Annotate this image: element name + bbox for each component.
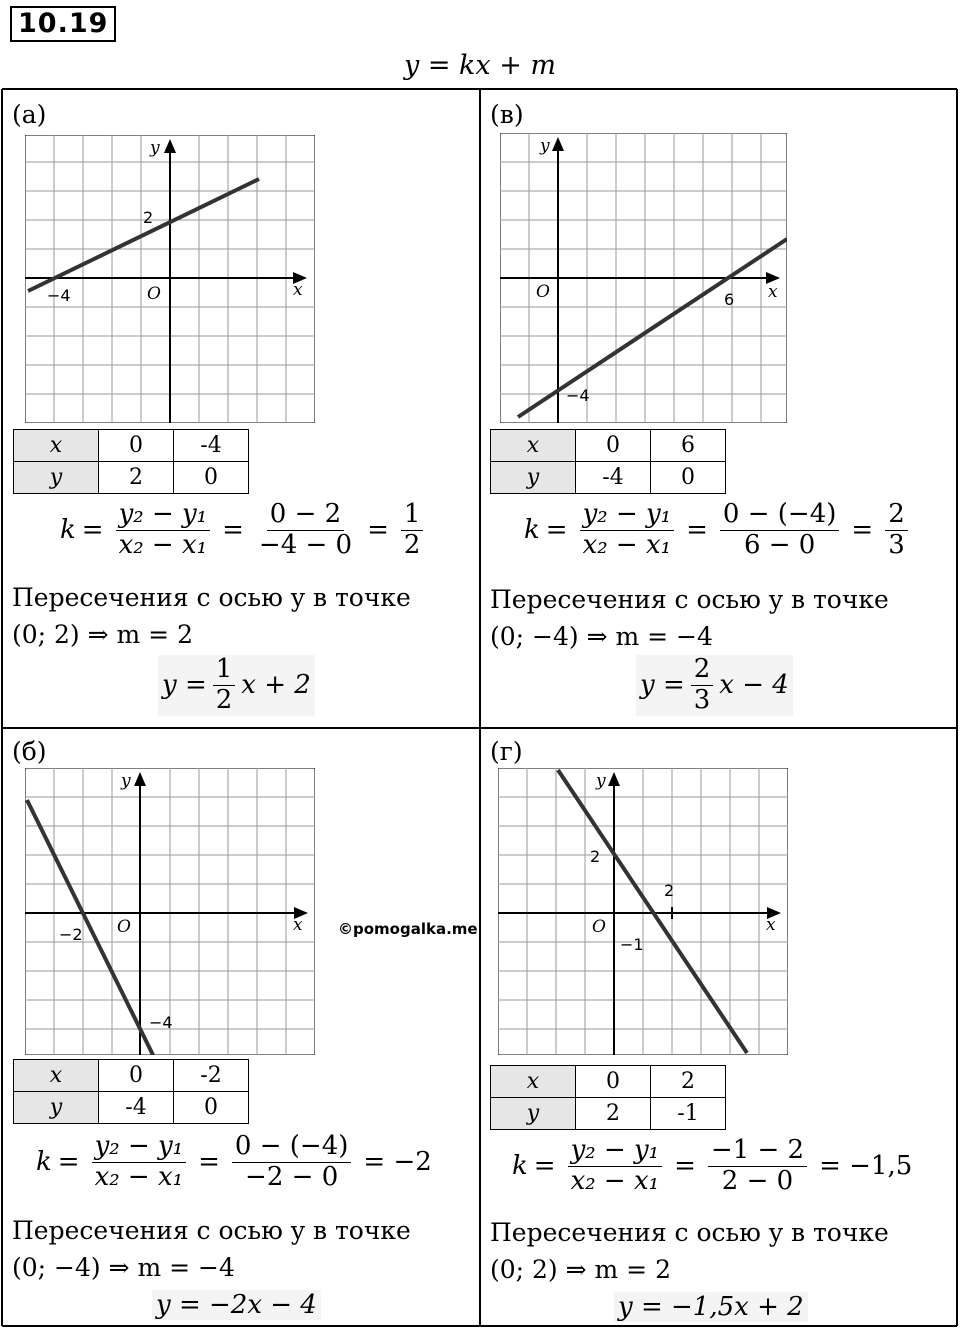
panel-v-result-equation: y = $\frac{2}{3}$ x − 4 bbox=[636, 655, 793, 716]
panel-a-y-axis-label: y bbox=[150, 138, 160, 158]
panel-a-result-equation: y = $\frac{1}{2}$ x + 2 bbox=[158, 655, 315, 716]
panel-b-tick-minus4: −4 bbox=[149, 1013, 173, 1032]
panel-b-y-axis-label: y bbox=[121, 771, 131, 791]
panel-b-origin-label: O bbox=[117, 917, 131, 937]
panel-a-tick-2: 2 bbox=[143, 208, 154, 227]
panel-g-tick-minus1: −1 bbox=[620, 935, 644, 954]
panel-a-k-formula: k = $\frac{\text{y₂ − y₁}}{\text{x₂ − x₁}}$ = $\frac{0 - 2}{-4 - 0}$ = $\frac{1}{2}$ bbox=[60, 500, 429, 561]
panel-b-k-formula: k = $\frac{\text{y₂ − y₁}}{\text{x₂ − x₁}}$ = $\frac{0 - (-4)}{-2 - 0}$ = −2 bbox=[36, 1131, 432, 1192]
table-cell: -4 bbox=[174, 430, 249, 462]
panel-a-intersection-text: Пересечения с осью y в точке bbox=[12, 583, 411, 612]
panel-g-label: (г) bbox=[490, 737, 523, 766]
panel-v-tick-minus4: −4 bbox=[566, 386, 590, 405]
panel-g-origin-label: O bbox=[592, 917, 606, 937]
panel-v-k-formula: k = $\frac{\text{y₂ − y₁}}{\text{x₂ − x₁}}$ = $\frac{0 - (-4)}{6 - 0}$ = $\frac{2}{3}$ bbox=[524, 500, 914, 561]
panel-a-x-axis-label: x bbox=[293, 280, 303, 300]
panel-b-intersection-text: Пересечения с осью y в точке bbox=[12, 1216, 411, 1245]
table-y-header: y bbox=[14, 1092, 99, 1124]
panel-g-value-table bbox=[490, 1065, 726, 1130]
table-cell: 0 bbox=[576, 1066, 651, 1098]
panel-v-graph bbox=[500, 133, 787, 423]
table-cell: 0 bbox=[99, 430, 174, 462]
panel-g-tick-y2: 2 bbox=[590, 847, 601, 866]
table-x-header: x bbox=[491, 1066, 576, 1098]
panel-v-m-value: (0; −4) ⇒ m = −4 bbox=[490, 622, 713, 651]
panel-b-label: (б) bbox=[12, 737, 47, 766]
table-x-header: x bbox=[14, 1060, 99, 1092]
panel-b-x-axis-label: x bbox=[293, 915, 303, 935]
panel-g-tick-x2: 2 bbox=[664, 881, 675, 900]
table-cell: 0 bbox=[174, 1092, 249, 1124]
problem-number: 10.19 bbox=[10, 6, 116, 42]
panel-g-intersection-text: Пересечения с осью y в точке bbox=[490, 1218, 889, 1247]
table-cell: -4 bbox=[576, 462, 651, 494]
panel-v-value-table bbox=[490, 429, 726, 494]
table-y-header: y bbox=[491, 1098, 576, 1130]
panel-g-y-axis-label: y bbox=[596, 771, 606, 791]
table-cell: 2 bbox=[651, 1066, 726, 1098]
table-cell: 2 bbox=[576, 1098, 651, 1130]
panel-v-label: (в) bbox=[490, 100, 524, 129]
panel-v-tick-6: 6 bbox=[724, 290, 735, 309]
panel-g-x-axis-label: x bbox=[766, 915, 776, 935]
table-x-header: x bbox=[491, 430, 576, 462]
table-cell: 0 bbox=[99, 1060, 174, 1092]
table-x-header: x bbox=[14, 430, 99, 462]
panel-a-graph bbox=[25, 135, 315, 423]
table-cell: 0 bbox=[651, 462, 726, 494]
panel-v-intersection-text: Пересечения с осью y в точке bbox=[490, 585, 889, 614]
panel-b-m-value: (0; −4) ⇒ m = −4 bbox=[12, 1253, 235, 1282]
watermark: ©pomogalka.me bbox=[338, 920, 478, 938]
table-y-header: y bbox=[14, 462, 99, 494]
panel-g-m-value: (0; 2) ⇒ m = 2 bbox=[490, 1255, 671, 1284]
table-cell: -1 bbox=[651, 1098, 726, 1130]
panel-g-result-equation: y = −1,5x + 2 bbox=[614, 1292, 808, 1322]
panel-g-graph bbox=[498, 768, 788, 1055]
table-cell: -2 bbox=[174, 1060, 249, 1092]
panel-v-origin-label: O bbox=[536, 282, 550, 302]
panel-a-origin-label: O bbox=[147, 284, 161, 304]
panel-a-tick-minus4: −4 bbox=[47, 286, 71, 305]
panel-a-label: (а) bbox=[12, 100, 47, 129]
table-cell: 2 bbox=[99, 462, 174, 494]
table-cell: -4 bbox=[99, 1092, 174, 1124]
panel-v-y-axis-label: y bbox=[540, 136, 550, 156]
panel-a-m-value: (0; 2) ⇒ m = 2 bbox=[12, 620, 193, 649]
table-cell: 0 bbox=[174, 462, 249, 494]
general-formula: y = kx + m bbox=[403, 50, 557, 81]
table-y-header: y bbox=[491, 462, 576, 494]
panel-b-tick-minus2: −2 bbox=[59, 925, 83, 944]
panel-v-x-axis-label: x bbox=[768, 282, 778, 302]
panel-g-k-formula: k = $\frac{\text{y₂ − y₁}}{\text{x₂ − x₁}}$ = $\frac{-1 - 2}{2 - 0}$ = −1,5 bbox=[512, 1135, 913, 1196]
panel-a-value-table bbox=[13, 429, 249, 494]
table-cell: 0 bbox=[576, 430, 651, 462]
panel-b-result-equation: y = −2x − 4 bbox=[152, 1290, 321, 1320]
panel-b-value-table bbox=[13, 1059, 249, 1124]
table-cell: 6 bbox=[651, 430, 726, 462]
panel-b-graph bbox=[25, 768, 315, 1055]
